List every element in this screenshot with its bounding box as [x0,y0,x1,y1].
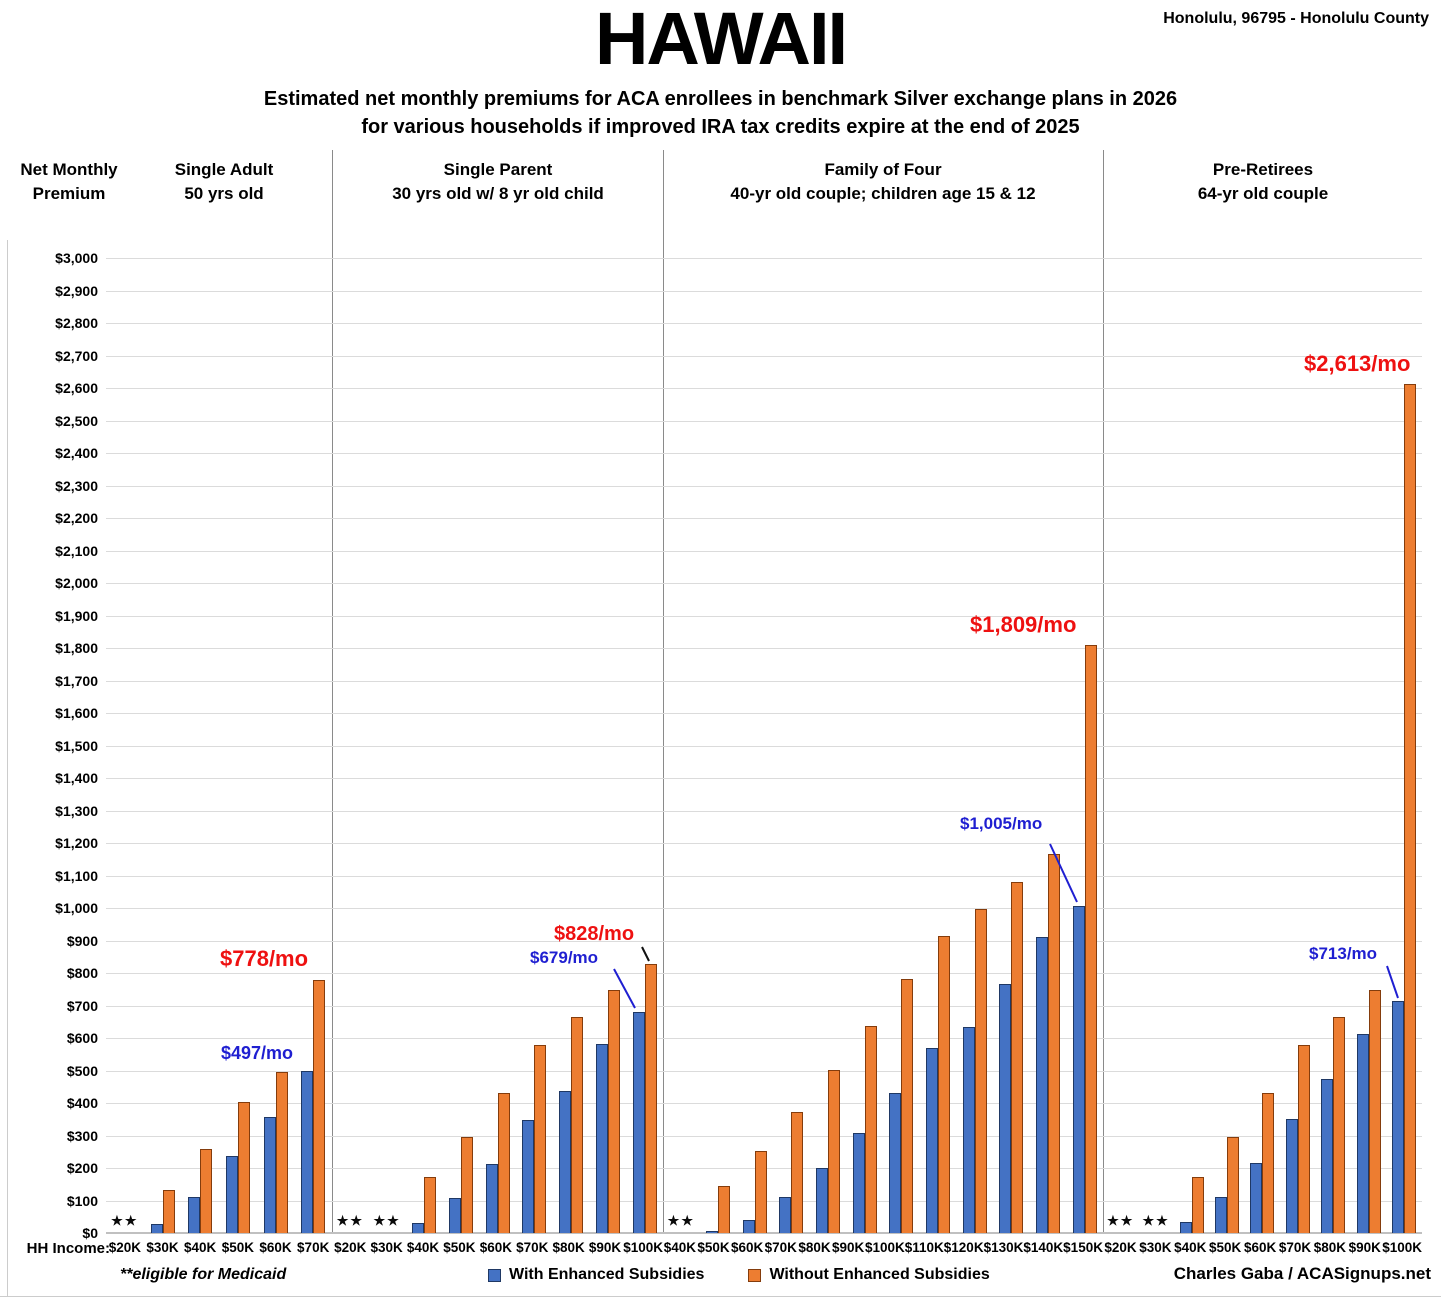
medicaid-eligible-marker: ★★ [336,1213,365,1228]
x-tick-label: $70K [1278,1240,1312,1255]
y-tick-label: $200 [66,1160,98,1176]
x-tick-label: $80K [798,1240,831,1255]
bar-with-enhanced-subsidies [963,1027,975,1233]
panel-3 [1103,258,1422,1233]
y-tick-label: $500 [66,1062,98,1079]
y-tick-label: $600 [66,1030,98,1046]
panel-title-line1: Single Adult [174,160,274,179]
plot-area [106,258,1422,1233]
panel-1 [332,258,663,1233]
bar-without-enhanced-subsidies [901,979,913,1233]
bar-group [1066,258,1103,1233]
x-tick-label: $80K [1313,1240,1347,1255]
bar-with-enhanced-subsidies [1215,1197,1227,1233]
panel-title-line1: Pre-Retirees [1212,160,1314,179]
bar-with-enhanced-subsidies [412,1223,424,1233]
panel-title-line1: Family of Four [824,160,942,179]
x-axis-labels [106,1240,1422,1260]
bar-group [1387,258,1422,1233]
x-tick-label: $40K [663,1240,696,1255]
panel-title-family-of-four [663,158,1103,206]
bar-without-enhanced-subsidies [1369,990,1381,1233]
y-tick-label: $1,500 [55,737,98,754]
x-tick-label: $100K [864,1240,905,1255]
bar-without-enhanced-subsidies [498,1093,510,1233]
bar-with-enhanced-subsidies [889,1093,901,1233]
panel-title-line2: 40-yr old couple; children age 15 & 12 [730,184,1036,203]
chart-legend [488,1266,990,1284]
y-tick-label: $0 [82,1225,98,1241]
y-tick-label: $900 [66,932,98,949]
x-tick-label: $20K [334,1240,367,1255]
bar-group [1209,258,1244,1233]
y-tick-label: $2,600 [55,380,98,396]
location-label: Honolulu, 96795 - Honolulu County [1163,10,1429,27]
y-tick-label: $2,900 [55,282,98,299]
bar-with-enhanced-subsidies [486,1164,498,1233]
panel-title-line2: 64-yr old couple [1197,184,1329,203]
x-tick-label: $130K [983,1240,1024,1255]
x-tick-label: $20K [108,1240,141,1255]
annotation-2613: $2,613/mo [1304,351,1411,376]
y-axis-title-line2: Premium [32,184,106,203]
bar-without-enhanced-subsidies [608,990,620,1233]
credit-label: Charles Gaba / ACASignups.net [1173,1264,1431,1283]
bar-without-enhanced-subsidies [1333,1017,1345,1233]
x-tick-label: $60K [479,1240,512,1255]
x-panel-2 [663,1240,1103,1260]
medicaid-footnote: **eligible for Medicaid [120,1266,287,1283]
bar-without-enhanced-subsidies [163,1190,175,1233]
y-tick-label: $1,100 [55,867,98,884]
bar-without-enhanced-subsidies [313,980,325,1233]
medicaid-eligible-marker: ★★ [1107,1213,1135,1228]
bar-with-enhanced-subsidies [188,1197,200,1233]
legend-label: Without Enhanced Subsidies [769,1266,990,1283]
bar-group [773,258,810,1233]
bar-without-enhanced-subsidies [1262,1093,1274,1233]
x-tick-label: $80K [552,1240,585,1255]
bar-without-enhanced-subsidies [1011,882,1023,1233]
bar-with-enhanced-subsidies [853,1133,865,1233]
medicaid-eligible-marker: ★★ [1142,1213,1170,1228]
bar-group [144,258,182,1233]
x-tick-label: $90K [1348,1240,1381,1255]
legend-label: With Enhanced Subsidies [509,1266,705,1283]
bar-without-enhanced-subsidies [424,1177,436,1233]
x-tick-label: $60K [731,1240,764,1255]
annotation-1809: $1,809/mo [970,612,1077,637]
y-tick-label: $1,600 [55,705,98,721]
bar-group [920,258,957,1233]
bar-with-enhanced-subsidies [999,984,1011,1233]
bar-without-enhanced-subsidies [1048,854,1060,1233]
x-tick-label: $50K [697,1240,730,1255]
page-title: HAWAII [594,0,847,80]
x-tick-label: $90K [831,1240,865,1255]
bar-group [553,258,590,1233]
x-tick-label: $50K [1209,1240,1242,1255]
y-tick-label: $400 [66,1095,98,1111]
x-tick-label: $70K [297,1240,330,1255]
bar-group [516,258,553,1233]
bar-with-enhanced-subsidies [1321,1079,1333,1233]
bar-group [442,258,479,1233]
medicaid-eligible-marker: ★★ [373,1213,401,1228]
y-tick-label: $1,200 [55,835,98,851]
x-tick-label: $40K [1174,1240,1207,1255]
x-tick-label: $30K [146,1240,179,1255]
x-panel-1 [332,1240,663,1260]
annotation-778: $778/mo [220,946,309,971]
chart-subtitle-line1: Estimated net monthly premiums for ACA enrollees in benchmark Silver exchange plans in 2026 [263,88,1178,110]
bar-without-enhanced-subsidies [828,1070,840,1233]
bar-without-enhanced-subsidies [755,1151,767,1233]
bar-with-enhanced-subsidies [633,1012,645,1233]
y-tick-label: $2,000 [55,575,98,591]
bar-group [181,258,219,1233]
bar-group [1351,258,1386,1233]
bar-group [883,258,920,1233]
bar-group [1103,258,1138,1233]
bar-with-enhanced-subsidies [779,1197,791,1233]
medicaid-eligible-marker: ★★ [111,1213,139,1228]
bar-group [406,258,443,1233]
bar-group [332,258,369,1233]
chart-subtitle-line2: for various households if improved IRA tax credits expire at the end of 2025 [361,116,1080,138]
bar-with-enhanced-subsidies [1392,1001,1404,1233]
bar-without-enhanced-subsidies [276,1072,288,1233]
bar-with-enhanced-subsidies [559,1091,571,1233]
bar-without-enhanced-subsidies [938,936,950,1233]
bar-group [1245,258,1280,1233]
x-tick-label: $90K [588,1240,622,1255]
bar-group [993,258,1030,1233]
bar-without-enhanced-subsidies [975,909,987,1233]
y-tick-label: $1,700 [55,672,98,689]
annotation-679: $679/mo [530,948,599,967]
annotation-497: $497/mo [221,1043,294,1063]
bar-group [589,258,626,1233]
bar-with-enhanced-subsidies [596,1044,608,1233]
legend-swatch-orange-icon [748,1269,761,1282]
x-panel-0 [106,1240,332,1260]
y-tick-label: $1,400 [55,770,98,786]
bar-with-enhanced-subsidies [1073,906,1085,1233]
x-axis-title: HH Income: [26,1240,110,1257]
bar-group [219,258,257,1233]
panel-0 [106,258,332,1233]
x-tick-label: $60K [259,1240,292,1255]
x-tick-label: $50K [443,1240,476,1255]
panel-title-line2: 30 yrs old w/ 8 yr old child [392,184,604,203]
chart-frame-bottom [0,1296,1441,1297]
bar-group [846,258,883,1233]
y-tick-label: $700 [66,997,98,1014]
bar-group [1174,258,1209,1233]
x-tick-label: $100K [623,1240,664,1255]
bar-with-enhanced-subsidies [1250,1163,1262,1233]
x-tick-label: $30K [370,1240,403,1255]
bar-group [736,258,773,1233]
bar-with-enhanced-subsidies [1357,1034,1369,1233]
bar-group [626,258,663,1233]
x-tick-label: $50K [221,1240,254,1255]
bar-without-enhanced-subsidies [1404,384,1416,1233]
bar-with-enhanced-subsidies [743,1220,755,1233]
x-tick-label: $150K [1063,1240,1103,1255]
bar-with-enhanced-subsidies [926,1048,938,1233]
bar-group [1316,258,1351,1233]
medicaid-eligible-marker: ★★ [667,1213,695,1228]
x-tick-label: $140K [1023,1240,1064,1255]
x-tick-label: $40K [184,1240,217,1255]
bar-group [1138,258,1173,1233]
bar-with-enhanced-subsidies [264,1117,276,1233]
x-tick-label: $100K [1382,1240,1423,1255]
x-tick-label: $110K [904,1240,944,1255]
bar-group [1280,258,1315,1233]
bar-with-enhanced-subsidies [1286,1119,1298,1233]
bar-group [700,258,737,1233]
bar-without-enhanced-subsidies [461,1137,473,1233]
bar-without-enhanced-subsidies [1192,1177,1204,1233]
x-tick-label: $20K [1104,1240,1137,1255]
bar-with-enhanced-subsidies [301,1071,313,1233]
x-tick-label: $60K [1243,1240,1277,1255]
bar-with-enhanced-subsidies [1180,1222,1192,1233]
y-tick-label: $2,100 [55,542,98,559]
bar-without-enhanced-subsidies [200,1149,212,1233]
bar-without-enhanced-subsidies [238,1102,250,1233]
bar-without-enhanced-subsidies [718,1186,730,1233]
bar-group [810,258,847,1233]
bar-without-enhanced-subsidies [791,1112,803,1233]
y-tick-label: $100 [66,1192,98,1209]
x-tick-label: $40K [406,1240,440,1255]
bar-group [1030,258,1067,1233]
x-tick-label: $70K [764,1240,797,1255]
y-tick-label: $1,800 [55,640,98,656]
y-tick-label: $300 [66,1127,98,1144]
y-tick-label: $1,900 [55,607,98,624]
bar-group [369,258,406,1233]
legend-item-with-subsidies [488,1266,704,1284]
bar-with-enhanced-subsidies [522,1120,534,1233]
annotation-828: $828/mo [554,923,635,945]
y-tick-label: $800 [66,965,98,981]
x-tick-label: $120K [943,1240,984,1255]
y-tick-label: $3,000 [55,250,98,266]
legend-swatch-blue-icon [488,1269,501,1282]
bar-with-enhanced-subsidies [226,1156,238,1233]
y-tick-label: $2,800 [55,315,98,331]
y-tick-label: $2,500 [55,412,98,429]
bar-without-enhanced-subsidies [571,1017,583,1233]
bar-group [956,258,993,1233]
bar-with-enhanced-subsidies [816,1168,828,1233]
x-tick-label: $30K [1139,1240,1172,1255]
bar-without-enhanced-subsidies [534,1045,546,1233]
y-tick-label: $2,300 [55,477,98,494]
bar-without-enhanced-subsidies [1227,1137,1239,1233]
y-tick-label: $1,300 [55,802,98,819]
panel-2 [663,258,1103,1233]
bar-without-enhanced-subsidies [865,1026,877,1233]
panel-title-line2: 50 yrs old [184,184,264,203]
bar-group [106,258,144,1233]
annotation-713: $713/mo [1309,944,1378,963]
legend-item-without-subsidies [748,1266,989,1284]
bar-with-enhanced-subsidies [449,1198,461,1233]
y-tick-label: $2,700 [55,347,98,364]
bar-group [479,258,516,1233]
annotation-1005: $1,005/mo [960,814,1043,833]
bar-group [257,258,295,1233]
y-tick-label: $1,000 [55,900,98,916]
bar-without-enhanced-subsidies [645,964,657,1233]
y-tick-label: $2,400 [55,445,98,461]
bar-without-enhanced-subsidies [1085,645,1097,1233]
bar-with-enhanced-subsidies [706,1231,718,1233]
bar-group [294,258,332,1233]
bar-without-enhanced-subsidies [1298,1045,1310,1233]
panel-title-single-parent [278,158,718,206]
x-tick-label: $70K [516,1240,549,1255]
bar-with-enhanced-subsidies [1036,937,1048,1233]
panel-title-line1: Single Parent [443,160,553,179]
bar-group [663,258,700,1233]
x-panel-3 [1103,1240,1422,1260]
bar-with-enhanced-subsidies [151,1224,163,1233]
y-axis-title-line1: Net Monthly [20,160,118,179]
y-tick-label: $2,200 [55,510,98,526]
